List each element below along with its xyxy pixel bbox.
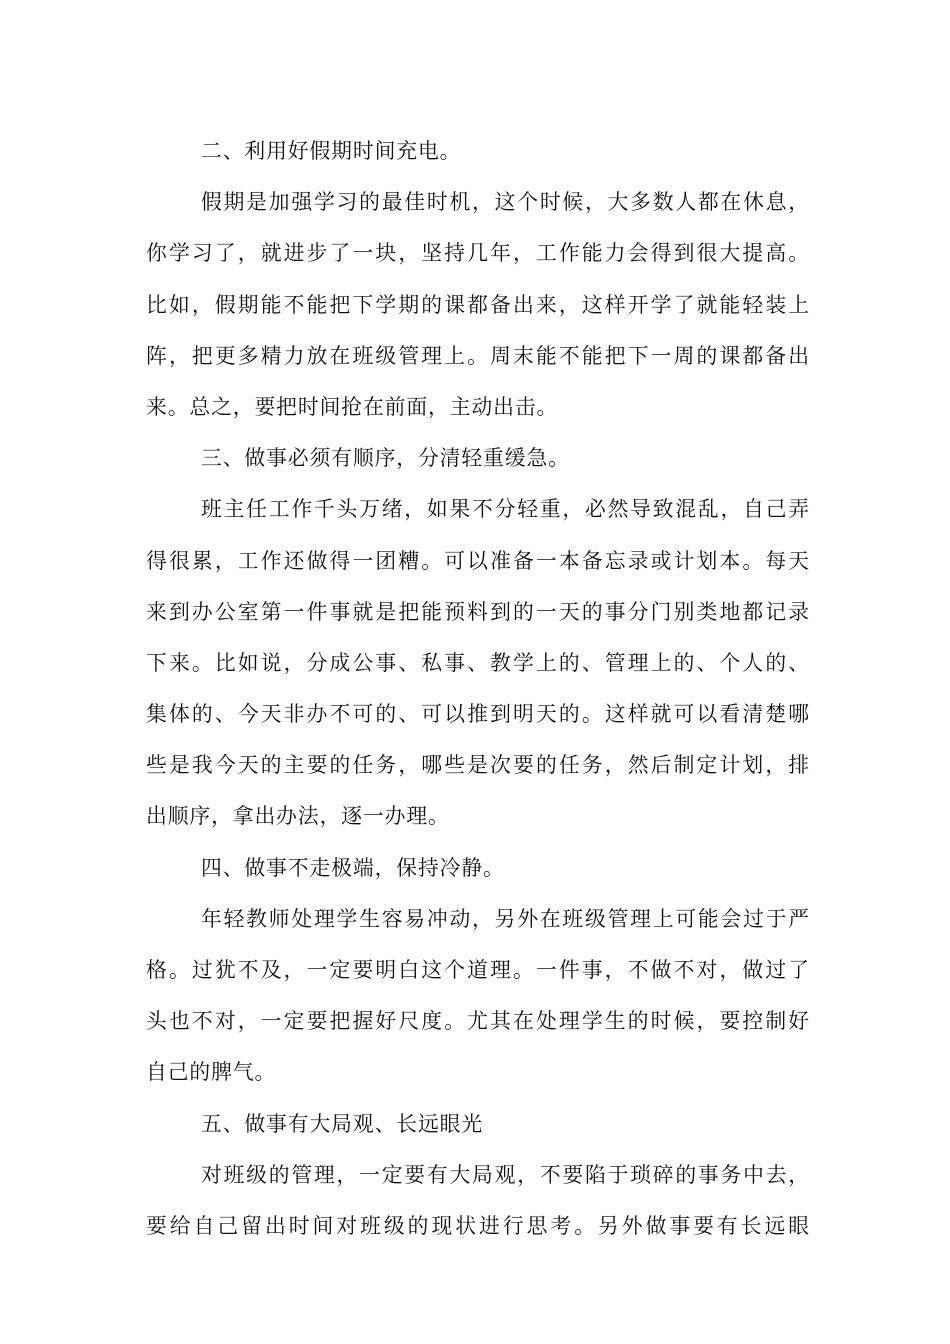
text-line: 集体的、今天非办不可的、可以推到明天的。这样就可以看清楚哪: [146, 702, 810, 727]
text-line: 假期是加强学习的最佳时机，这个时候，大多数人都在休息，: [201, 190, 810, 215]
section-heading-4: 四、做事不走极端，保持冷静。: [201, 855, 505, 880]
text-line: 阵，把更多精力放在班级管理上。周末能不能把下一周的课都备出: [146, 343, 810, 368]
text-line: 头也不对，一定要把握好尺度。尤其在处理学生的时候，要控制好: [146, 1009, 810, 1034]
section-heading-3: 三、做事必须有顺序，分清轻重缓急。: [201, 446, 570, 471]
text-line: 来到办公室第一件事就是把能预料到的一天的事分门别类地都记录: [146, 599, 810, 624]
text-line: 得很累，工作还做得一团糟。可以准备一本备忘录或计划本。每天: [146, 548, 810, 573]
text-line: 自己的脾气。: [146, 1060, 277, 1085]
section-heading-2: 二、利用好假期时间充电。: [201, 139, 462, 163]
text-line: 班主任工作千头万绪，如果不分轻重，必然导致混乱，自己弄: [201, 497, 810, 522]
text-line: 下来。比如说，分成公事、私事、教学上的、管理上的、个人的、: [146, 650, 810, 675]
text-line: 要给自己留出时间对班级的现状进行思考。另外做事要有长远眼: [146, 1213, 810, 1238]
text-line: 些是我今天的主要的任务，哪些是次要的任务，然后制定计划，排: [146, 753, 810, 778]
text-line: 比如，假期能不能把下学期的课都备出来，这样开学了就能轻装上: [146, 292, 810, 317]
text-line: 格。过犹不及，一定要明白这个道理。一件事，不做不对，做过了: [146, 958, 810, 982]
text-line: 你学习了，就进步了一块，坚持几年，工作能力会得到很大提高。: [146, 241, 810, 266]
text-line: 来。总之，要把时间抢在前面，主动出击。: [146, 394, 559, 419]
section-heading-5: 五、做事有大局观、长远眼光: [201, 1111, 484, 1136]
text-line: 出顺序，拿出办法，逐一办理。: [146, 804, 450, 829]
text-line: 对班级的管理，一定要有大局观，不要陷于琐碎的事务中去，: [201, 1162, 810, 1187]
document-page: [146, 126, 810, 1252]
text-line: 年轻教师处理学生容易冲动，另外在班级管理上可能会过于严: [201, 906, 810, 931]
